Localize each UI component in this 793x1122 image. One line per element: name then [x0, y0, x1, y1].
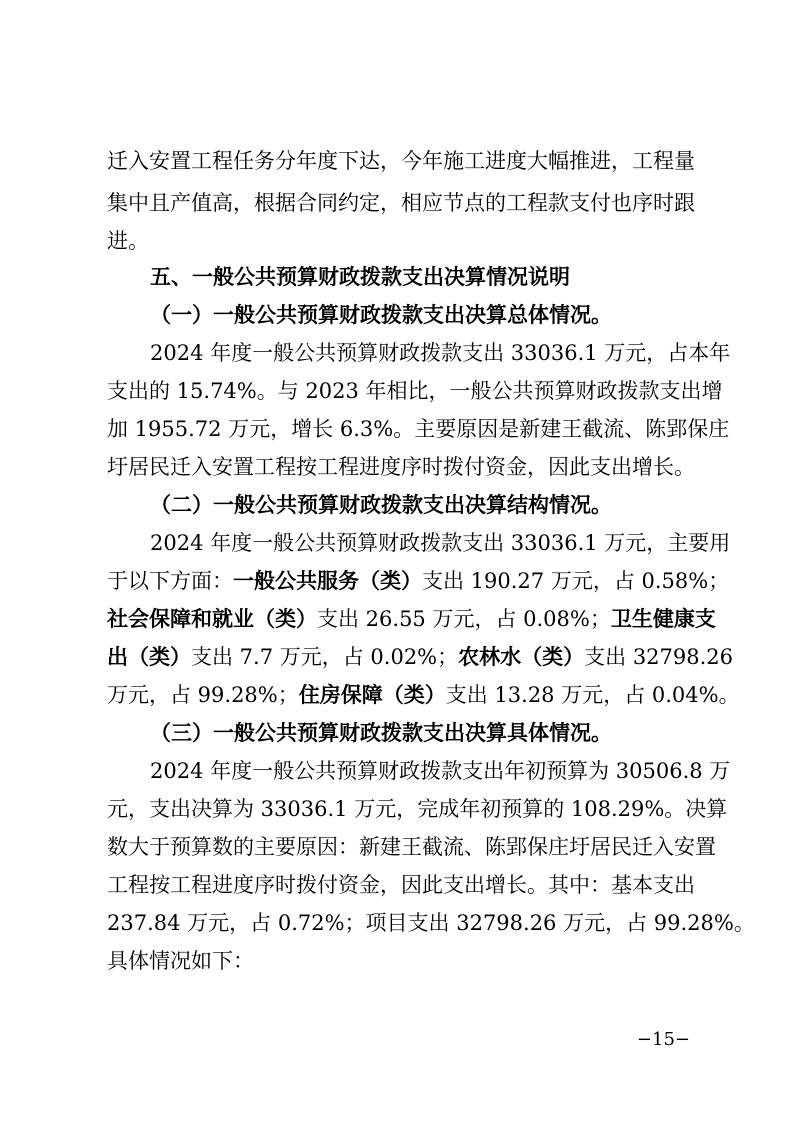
category-amount: 支出 32798.26: [584, 645, 734, 669]
body-text-line: [107, 680, 740, 710]
subsection-heading-1: （一）一般公共预算财政拨款支出决算总体情况。: [150, 303, 612, 327]
subsection-heading-3: （三）一般公共预算财政拨款支出决算具体情况。: [150, 721, 612, 745]
category-health-cont: 出（类）: [107, 645, 191, 669]
body-text-line: 圩居民迁入安置工程按工程进度序时拨付资金，因此支出增长。: [107, 455, 695, 479]
body-text-line: 数大于预算数的主要原因：新建王截流、陈郢保庄圩居民迁入安置: [107, 835, 716, 859]
category-amount: 支出 13.28 万元，占 0.04%。: [445, 683, 740, 707]
category-amount: 支出 190.27 万元，占 0.58%；: [422, 569, 730, 593]
body-text-line: 工程按工程进度序时拨付资金，因此支出增长。其中：基本支出: [107, 873, 695, 897]
text-segment: 万元，占 99.28%；: [107, 683, 299, 707]
body-text-line: 2024 年度一般公共预算财政拨款支出 33036.1 万元，占本年: [150, 341, 731, 365]
category-agriculture: 农林水（类）: [458, 645, 585, 669]
body-text-line: [107, 566, 730, 596]
text-segment: 于以下方面：: [107, 569, 233, 593]
body-text-line: 元，支出决算为 33036.1 万元，完成年初预算的 108.29%。决算: [107, 797, 728, 821]
body-text-line: 具体情况如下：: [107, 949, 254, 973]
body-text-line: 迁入安置工程任务分年度下达，今年施工进度大幅推进，工程量: [107, 149, 695, 173]
body-text-line: 2024 年度一般公共预算财政拨款支出 33036.1 万元，主要用: [150, 531, 731, 555]
body-text-line: 加 1955.72 万元，增长 6.3%。主要原因是新建王截流、陈郢保庄: [107, 417, 730, 441]
category-amount: 支出 7.7 万元，占 0.02%；: [191, 645, 459, 669]
body-text-line: 237.84 万元，占 0.72%；项目支出 32798.26 万元，占 99.28%。: [107, 911, 755, 935]
body-text-line: [107, 604, 716, 634]
category-housing: 住房保障（类）: [298, 683, 446, 707]
category-general-public-services: 一般公共服务（类）: [233, 569, 422, 593]
category-amount: 支出 26.55 万元，占 0.08%；: [317, 607, 611, 631]
page-number: −15−: [636, 1029, 690, 1050]
category-social-security: 社会保障和就业（类）: [107, 607, 317, 631]
category-health: 卫生健康支: [610, 607, 716, 631]
subsection-heading-2: （二）一般公共预算财政拨款支出决算结构情况。: [150, 493, 612, 517]
body-text-line: [107, 642, 734, 672]
body-text-line: 支出的 15.74%。与 2023 年相比，一般公共预算财政拨款支出增: [107, 379, 723, 403]
body-text-line: 进。: [107, 229, 149, 253]
body-text-line: 集中且产值高，根据合同约定，相应节点的工程款支付也序时跟: [107, 191, 695, 215]
body-text-line: 2024 年度一般公共预算财政拨款支出年初预算为 30506.8 万: [150, 759, 731, 783]
section-heading: 五、一般公共预算财政拨款支出决算情况说明: [150, 265, 570, 289]
